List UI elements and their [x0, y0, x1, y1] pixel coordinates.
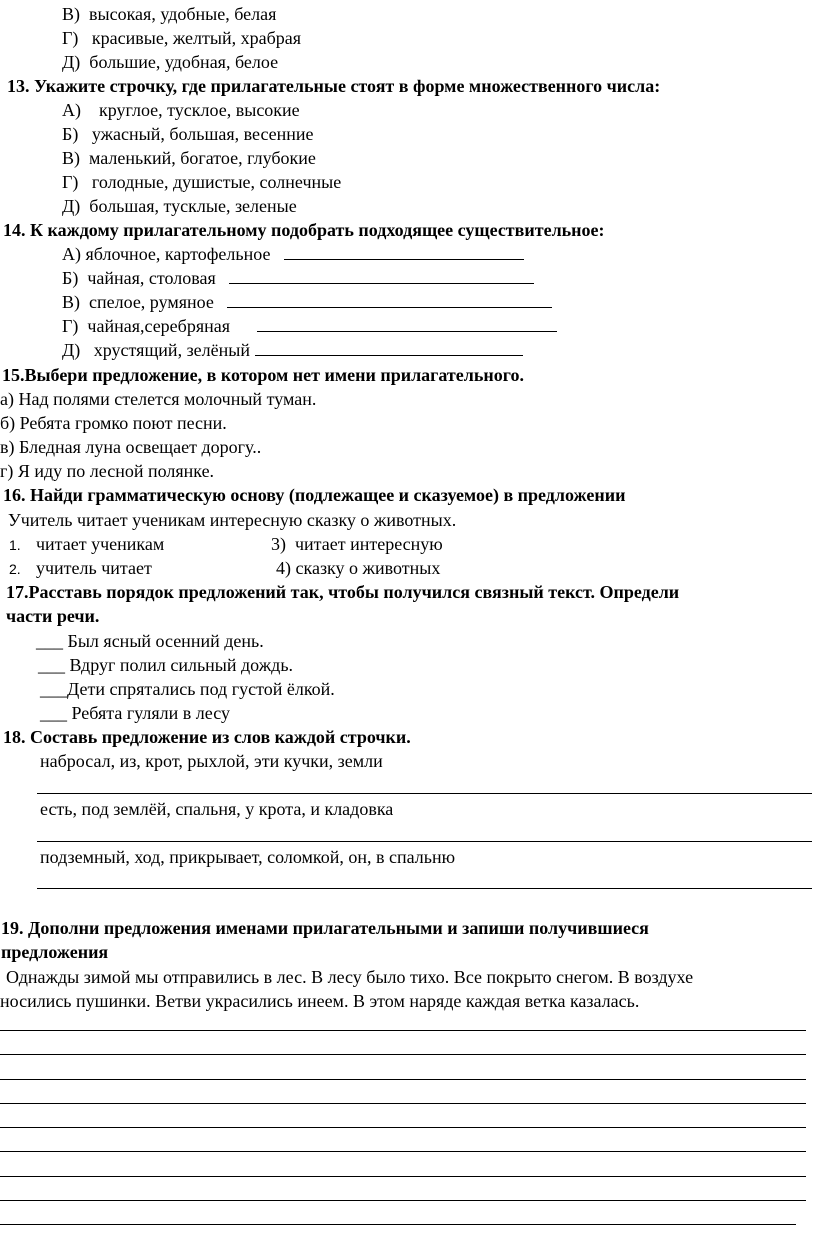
answer-line[interactable] [0, 1200, 806, 1201]
answer-line[interactable] [0, 1054, 806, 1055]
answer-blank[interactable] [227, 290, 552, 308]
answer-blank[interactable] [229, 266, 534, 284]
option-letter: Б) [62, 268, 79, 288]
word-row: есть, под землёй, спальня, у крота, и кладовка [40, 799, 394, 819]
option-text: ужасный, большая, весенние [91, 124, 314, 144]
option-letter: Г) [62, 28, 79, 48]
question-17-title: 17.Расставь порядок предложений так, чтобы получился связный текст. Определи [6, 582, 680, 602]
option-text: чайная, столовая [87, 268, 216, 288]
answer-blank[interactable] [257, 314, 557, 332]
option-line [62, 170, 341, 194]
option-number: 3) [271, 534, 286, 554]
question-15-title: 15.Выбери предложение, в котором нет имени прилагательного. [2, 365, 524, 385]
option-line: в) Бледная луна освещает дорогу.. [0, 437, 262, 457]
answer-blank[interactable] [255, 338, 523, 356]
answer-line[interactable] [37, 888, 812, 889]
option-text: читает ученикам [36, 534, 165, 554]
option-letter: Д) [62, 196, 81, 216]
option-line [62, 194, 297, 218]
option-line [62, 26, 301, 50]
option-letter: А) [62, 100, 81, 120]
option-line [62, 122, 314, 146]
answer-line[interactable] [37, 793, 812, 794]
option-text: хрустящий, зелёный [93, 340, 250, 360]
answer-line[interactable] [0, 1224, 796, 1225]
question-19-title: 19. Дополни предложения именами прилагательными и запиши получившиеся [1, 918, 649, 938]
option-text: учитель читает [36, 558, 152, 578]
option-letter: В) [62, 4, 80, 24]
question-16-title: 16. Найди грамматическую основу (подлежащее и сказуемое) в предложении [3, 485, 626, 505]
option-line: а) Над полями стелется молочный туман. [0, 389, 317, 409]
option-text: высокая, удобные, белая [89, 4, 277, 24]
option-line [62, 98, 300, 122]
question-16-sentence: Учитель читает ученикам интересную сказку о животных. [8, 510, 457, 530]
option-line: г) Я иду по лесной полянке. [0, 461, 215, 481]
option-line [62, 338, 523, 362]
order-item: ___ Ребята гуляли в лесу [40, 703, 230, 723]
word-row: подземный, ход, прикрывает, соломкой, он, в спальню [40, 847, 456, 867]
answer-line[interactable] [0, 1030, 806, 1031]
question-17-title-cont: части речи. [6, 606, 100, 626]
option-line [62, 2, 276, 26]
order-item: ___ Вдруг полил сильный дождь. [38, 655, 294, 675]
option-line [276, 556, 440, 580]
order-item: ___Дети спрятались под густой ёлкой. [40, 679, 335, 699]
option-text: спелое, румяное [89, 292, 214, 312]
option-line [9, 556, 21, 581]
option-text: яблочное, картофельное [85, 244, 271, 264]
option-line [62, 146, 316, 170]
option-letter: А) [62, 244, 81, 264]
option-line [62, 290, 552, 314]
option-letter: В) [62, 148, 80, 168]
option-line [62, 242, 524, 266]
option-letter: Б) [62, 124, 79, 144]
answer-blank[interactable] [284, 242, 524, 260]
option-line [62, 50, 278, 74]
option-text: маленький, богатое, глубокие [89, 148, 316, 168]
option-text: голодные, душистые, солнечные [91, 172, 342, 192]
option-text: читает интересную [295, 534, 443, 554]
option-text: круглое, тусклое, высокие [99, 100, 300, 120]
answer-line[interactable] [0, 1127, 806, 1128]
task-text: Однажды зимой мы отправились в лес. В лесу было тихо. Все покрыто снегом. В воздухе [6, 967, 694, 987]
answer-line[interactable] [0, 1103, 806, 1104]
option-letter: Г) [62, 172, 79, 192]
question-14-title: 14. К каждому прилагательному подобрать подходящее существительное: [3, 220, 605, 240]
order-item: ___ Был ясный осенний день. [36, 631, 264, 651]
question-19-title-cont: предложения [1, 942, 109, 962]
answer-line[interactable] [0, 1176, 806, 1177]
option-number: 4) [276, 558, 291, 578]
answer-line[interactable] [37, 841, 812, 842]
option-text: сказку о животных [295, 558, 441, 578]
option-line [62, 266, 534, 290]
option-number: 2. [9, 561, 21, 577]
option-text: красивые, желтый, храбрая [91, 28, 302, 48]
option-number: 1. [9, 537, 21, 553]
option-letter: Д) [62, 340, 81, 360]
option-letter: В) [62, 292, 80, 312]
option-line [271, 532, 443, 556]
option-text: большие, удобная, белое [89, 52, 279, 72]
option-letter: Д) [62, 52, 81, 72]
word-row: набросал, из, крот, рыхлой, эти кучки, земли [40, 751, 383, 771]
option-line [9, 532, 21, 557]
option-line [62, 314, 557, 338]
option-line: б) Ребята громко поют песни. [0, 413, 227, 433]
task-text: носились пушинки. Ветви украсились инеем. В этом наряде каждая ветка казалась. [0, 991, 640, 1011]
answer-line[interactable] [0, 1151, 806, 1152]
option-letter: Г) [62, 316, 79, 336]
question-18-title: 18. Составь предложение из слов каждой строчки. [3, 727, 411, 747]
option-text: большая, тусклые, зеленые [89, 196, 297, 216]
answer-line[interactable] [0, 1079, 806, 1080]
question-13-title: 13. Укажите строчку, где прилагательные стоят в форме множественного числа: [7, 76, 661, 96]
option-text: чайная,серебряная [87, 316, 231, 336]
